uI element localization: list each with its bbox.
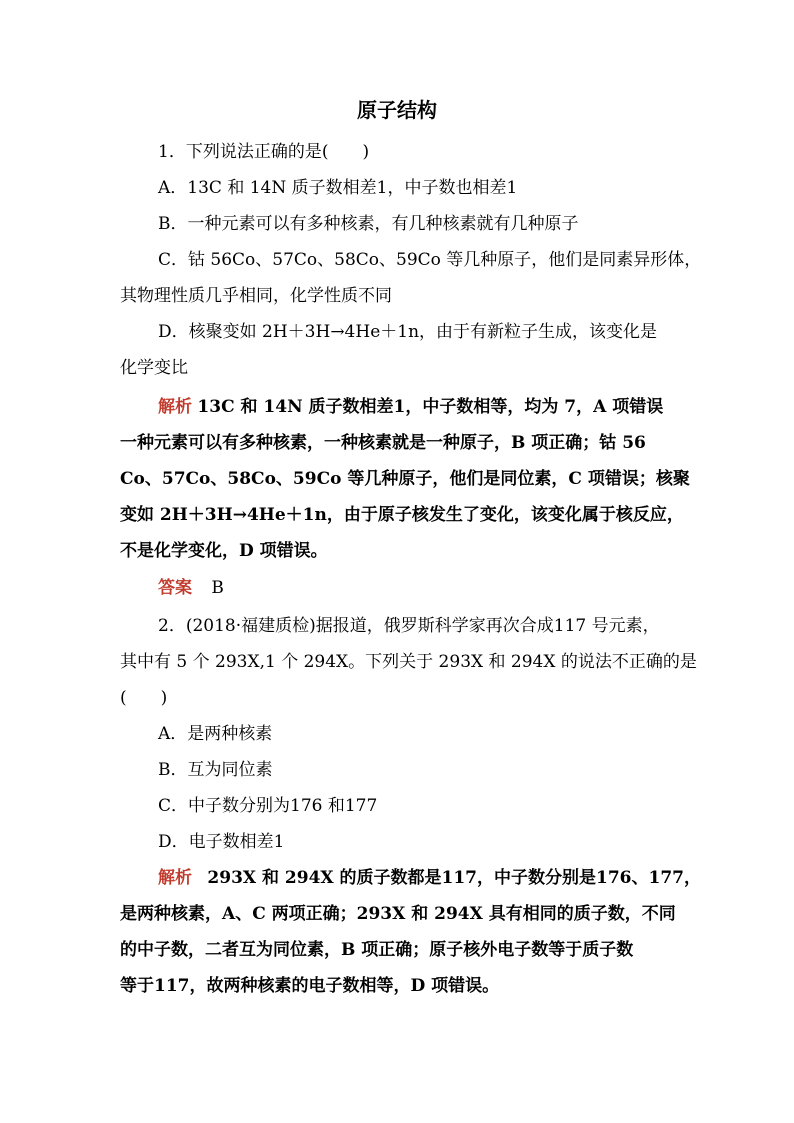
answer-label: 答案: [158, 578, 192, 598]
q2-option-b: B．互为同位素: [158, 760, 273, 780]
q2-analysis-line1: [158, 866, 718, 890]
q2-stem-line2: 其中有 5 个 293X,1 个 294X。下列关于 293X 和 294X 的说法不正确的是: [120, 652, 697, 672]
q2-analysis-line2: 是两种核素，A、C 两项正确；293X 和 294X 具有相同的质子数，不同: [120, 904, 676, 924]
q1-option-b: B．一种元素可以有多种核素，有几种核素就有几种原子: [158, 214, 579, 234]
q2-stem-line1: 2．(2018·福建质检)据报道，俄罗斯科学家再次合成117 号元素，: [158, 616, 660, 636]
analysis-label: 解析: [158, 397, 192, 417]
q1-analysis-line3: Co、57Co、58Co、59Co 等几种原子，他们是同位素，C 项错误；核聚: [120, 469, 690, 489]
q2-option-d: D．电子数相差1: [158, 832, 285, 852]
q1-analysis-line2: 一种元素可以有多种核素，一种核素就是一种原子，B 项正确；钴 56: [120, 433, 646, 453]
q2-stem-line3: ( ): [120, 688, 168, 708]
q1-analysis-line5: 不是化学变化，D 项错误。: [120, 541, 328, 561]
q1-option-c-line2: 其物理性质几乎相同，化学性质不同: [120, 286, 392, 306]
q1-analysis-line1: [158, 395, 718, 419]
q1-option-a: A．13C 和 14N 质子数相差1，中子数也相差1: [158, 178, 518, 198]
answer-value: B: [211, 578, 224, 598]
q1-stem: 1．下列说法正确的是( ): [158, 142, 370, 162]
q1-analysis-line4: 变如 2H＋3H→4He＋1n，由于原子核发生了变化，该变化属于核反应，: [120, 505, 684, 525]
q2-analysis-line4: 等于117，故两种核素的电子数相等，D 项错误。: [120, 976, 500, 996]
q1-option-d-line2: 化学变比: [120, 358, 188, 378]
analysis-label: 解析: [158, 868, 192, 888]
page-title: 原子结构: [357, 98, 437, 122]
q1-answer: [158, 576, 718, 600]
analysis-text: 293X 和 294X 的质子数都是117，中子数分别是176、177，: [207, 868, 701, 888]
analysis-text: 13C 和 14N 质子数相差1，中子数相等，均为 7，A 项错误: [197, 397, 664, 417]
q1-option-d-line1: D．核聚变如 2H＋3H→4He＋1n，由于有新粒子生成，该变化是: [158, 322, 658, 342]
q2-option-c: C．中子数分别为176 和177: [158, 796, 378, 816]
q1-option-c-line1: C．钴 56Co、57Co、58Co、59Co 等几种原子，他们是同素异形体，: [158, 250, 702, 270]
q2-analysis-line3: 的中子数，二者互为同位素，B 项正确；原子核外电子数等于质子数: [120, 940, 634, 960]
q2-option-a: A．是两种核素: [158, 724, 273, 744]
